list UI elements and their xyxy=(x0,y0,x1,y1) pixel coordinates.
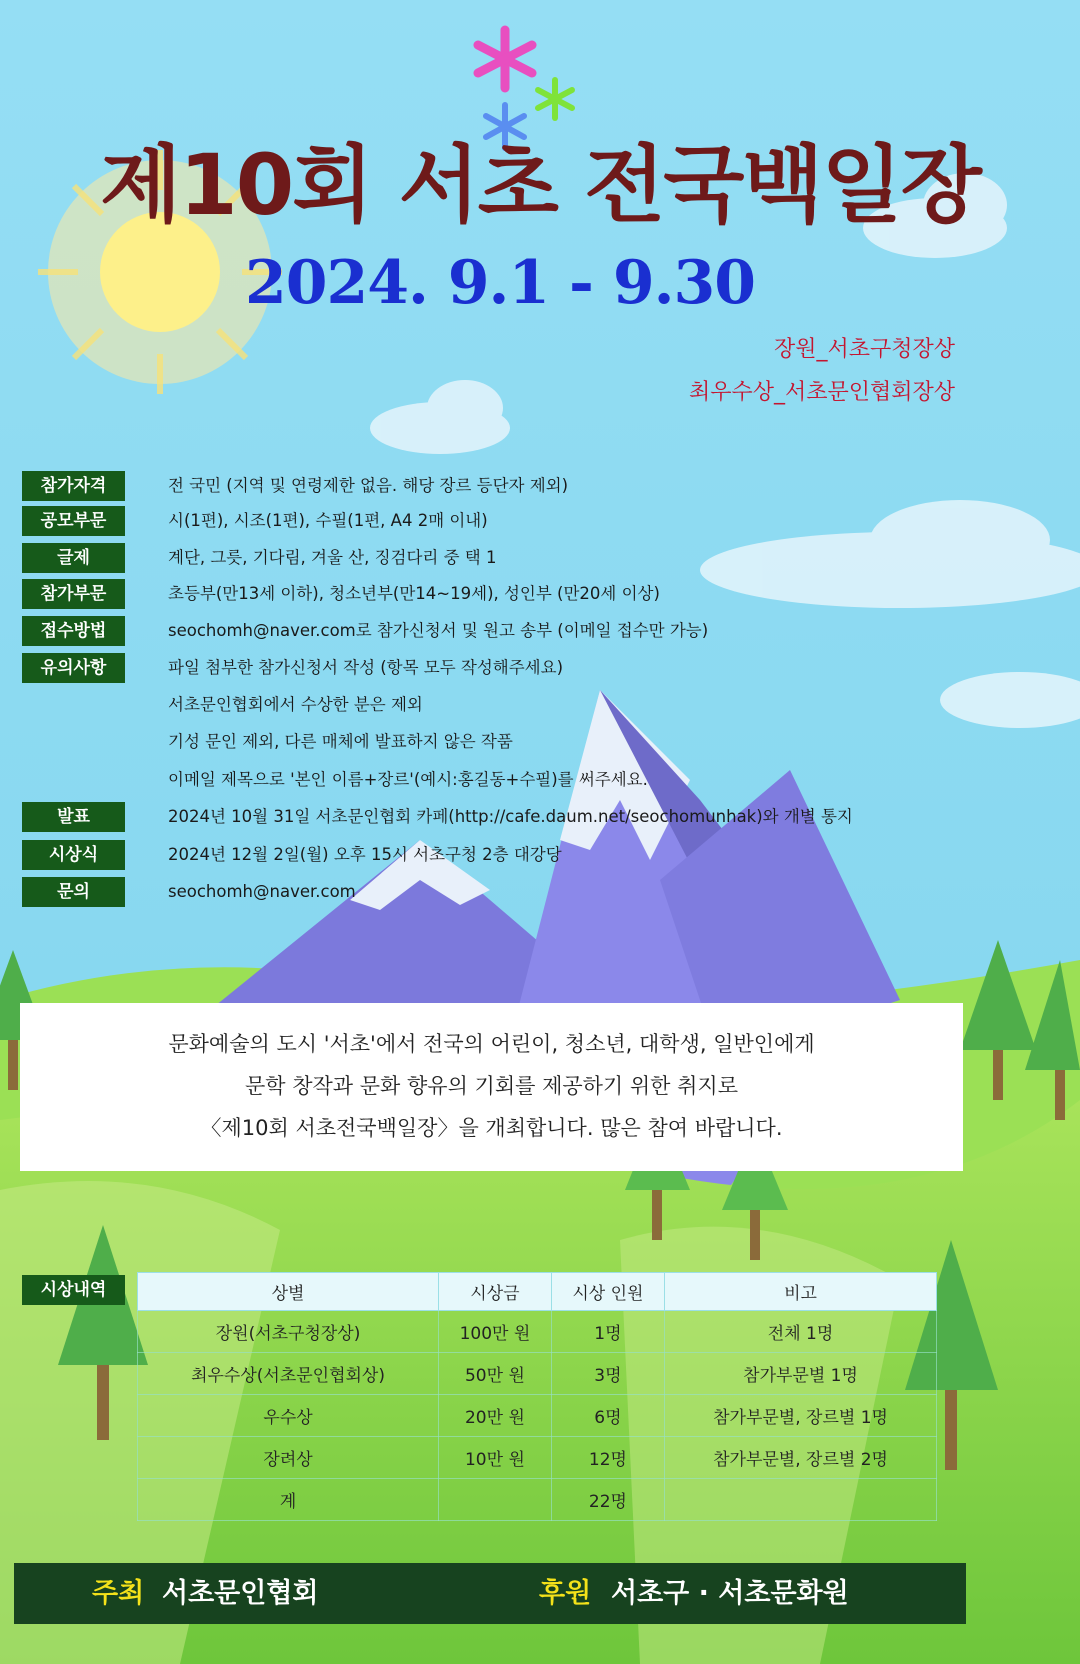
table-cell xyxy=(439,1479,552,1521)
info-text: 파일 첨부한 참가신청서 작성 (항목 모두 작성해주세요) xyxy=(168,658,564,677)
info-row xyxy=(22,471,1062,501)
table-cell: 20만 원 xyxy=(439,1395,552,1437)
table-cell: 최우수상(서초문인협회상) xyxy=(138,1353,439,1395)
table-row-total xyxy=(138,1479,937,1521)
info-row xyxy=(22,579,1062,609)
info-text: 시(1편), 시조(1편), 수필(1편, A4 2매 이내) xyxy=(168,511,488,530)
table-row xyxy=(138,1395,937,1437)
info-text: 이메일 제목으로 '본인 이름+장르'(예시:홍길동+수필)를 써주세요. xyxy=(168,770,648,789)
table-header: 시상 인원 xyxy=(551,1273,664,1311)
table-cell: 1명 xyxy=(551,1311,664,1353)
award-line: 장원_서초구청장상 xyxy=(773,337,955,362)
info-row xyxy=(22,802,1062,832)
intro-line: 〈제10회 서초전국백일장〉을 개최합니다. 많은 참여 바랍니다. xyxy=(200,1116,783,1140)
table-header-row xyxy=(138,1273,937,1311)
info-row xyxy=(22,653,1062,683)
intro-line: 문학 창작과 문화 향유의 기회를 제공하기 위한 취지로 xyxy=(244,1074,739,1098)
table-cell: 6명 xyxy=(551,1395,664,1437)
table-row xyxy=(138,1353,937,1395)
intro-box xyxy=(20,1003,963,1171)
table-header: 시상금 xyxy=(439,1273,552,1311)
table-cell: 10만 원 xyxy=(439,1437,552,1479)
table-row xyxy=(138,1437,937,1479)
page-title: 제10회 서초 전국백일장 xyxy=(100,136,980,234)
table-cell: 장려상 xyxy=(138,1437,439,1479)
info-text: 계단, 그릇, 기다림, 겨울 산, 징검다리 중 택 1 xyxy=(168,548,497,567)
table-row xyxy=(138,1311,937,1353)
info-label: 참가자격 xyxy=(22,471,125,501)
event-date: 2024. 9.1 - 9.30 xyxy=(245,248,755,318)
info-label: 공모부문 xyxy=(22,506,125,536)
info-row xyxy=(22,840,1062,870)
info-text: seochomh@naver.com로 참가신청서 및 원고 송부 (이메일 접수만 가능) xyxy=(168,621,709,640)
info-label: 문의 xyxy=(22,877,125,907)
table-cell: 100만 원 xyxy=(439,1311,552,1353)
table-cell: 계 xyxy=(138,1479,439,1521)
info-label: 글제 xyxy=(22,543,125,573)
table-cell: 우수상 xyxy=(138,1395,439,1437)
info-text: 기성 문인 제외, 다른 매체에 발표하지 않은 작품 xyxy=(168,732,513,751)
host-label: 주최 xyxy=(92,1578,145,1609)
sponsor-label: 후원 xyxy=(539,1578,592,1609)
info-label: 유의사항 xyxy=(22,653,125,683)
table-cell xyxy=(665,1479,937,1521)
table-header: 상별 xyxy=(138,1273,439,1311)
info-label: 참가부문 xyxy=(22,579,125,609)
table-cell: 22명 xyxy=(551,1479,664,1521)
table-cell: 전체 1명 xyxy=(665,1311,937,1353)
info-label: 발표 xyxy=(22,802,125,832)
info-text: seochomh@naver.com xyxy=(168,882,356,901)
info-row xyxy=(22,506,1062,536)
info-label: 시상식 xyxy=(22,840,125,870)
info-row xyxy=(22,877,1062,907)
table-cell: 12명 xyxy=(551,1437,664,1479)
info-row xyxy=(22,616,1062,646)
prize-section-label: 시상내역 xyxy=(22,1275,125,1305)
table-cell: 50만 원 xyxy=(439,1353,552,1395)
info-row xyxy=(22,765,1062,795)
footer-bar xyxy=(14,1563,966,1624)
info-text: 전 국민 (지역 및 연령제한 없음. 해당 장르 등단자 제외) xyxy=(168,476,569,495)
table-cell: 3명 xyxy=(551,1353,664,1395)
award-line: 최우수상_서초문인협회장상 xyxy=(688,380,955,405)
info-text: 2024년 12월 2일(월) 오후 15시 서초구청 2층 대강당 xyxy=(168,845,562,864)
intro-line: 문화예술의 도시 '서초'에서 전국의 어린이, 청소년, 대학생, 일반인에게 xyxy=(168,1032,815,1056)
info-text: 초등부(만13세 이하), 청소년부(만14~19세), 성인부 (만20세 이상) xyxy=(168,584,660,603)
prize-table xyxy=(137,1272,937,1521)
table-cell: 장원(서초구청장상) xyxy=(138,1311,439,1353)
info-text: 서초문인협회에서 수상한 분은 제외 xyxy=(168,695,423,714)
table-cell: 참가부문별, 장르별 2명 xyxy=(665,1437,937,1479)
sponsor-name: 서초구 · 서초문화원 xyxy=(611,1578,849,1609)
host-name: 서초문인협회 xyxy=(162,1578,319,1609)
table-header: 비고 xyxy=(665,1273,937,1311)
info-text: 2024년 10월 31일 서초문인협회 카페(http://cafe.daum.net/seochomunhak)와 개별 통지 xyxy=(168,807,853,826)
table-cell: 참가부문별 1명 xyxy=(665,1353,937,1395)
table-cell: 참가부문별, 장르별 1명 xyxy=(665,1395,937,1437)
info-row xyxy=(22,727,1062,757)
info-label: 접수방법 xyxy=(22,616,125,646)
info-row xyxy=(22,543,1062,573)
info-row xyxy=(22,690,1062,720)
